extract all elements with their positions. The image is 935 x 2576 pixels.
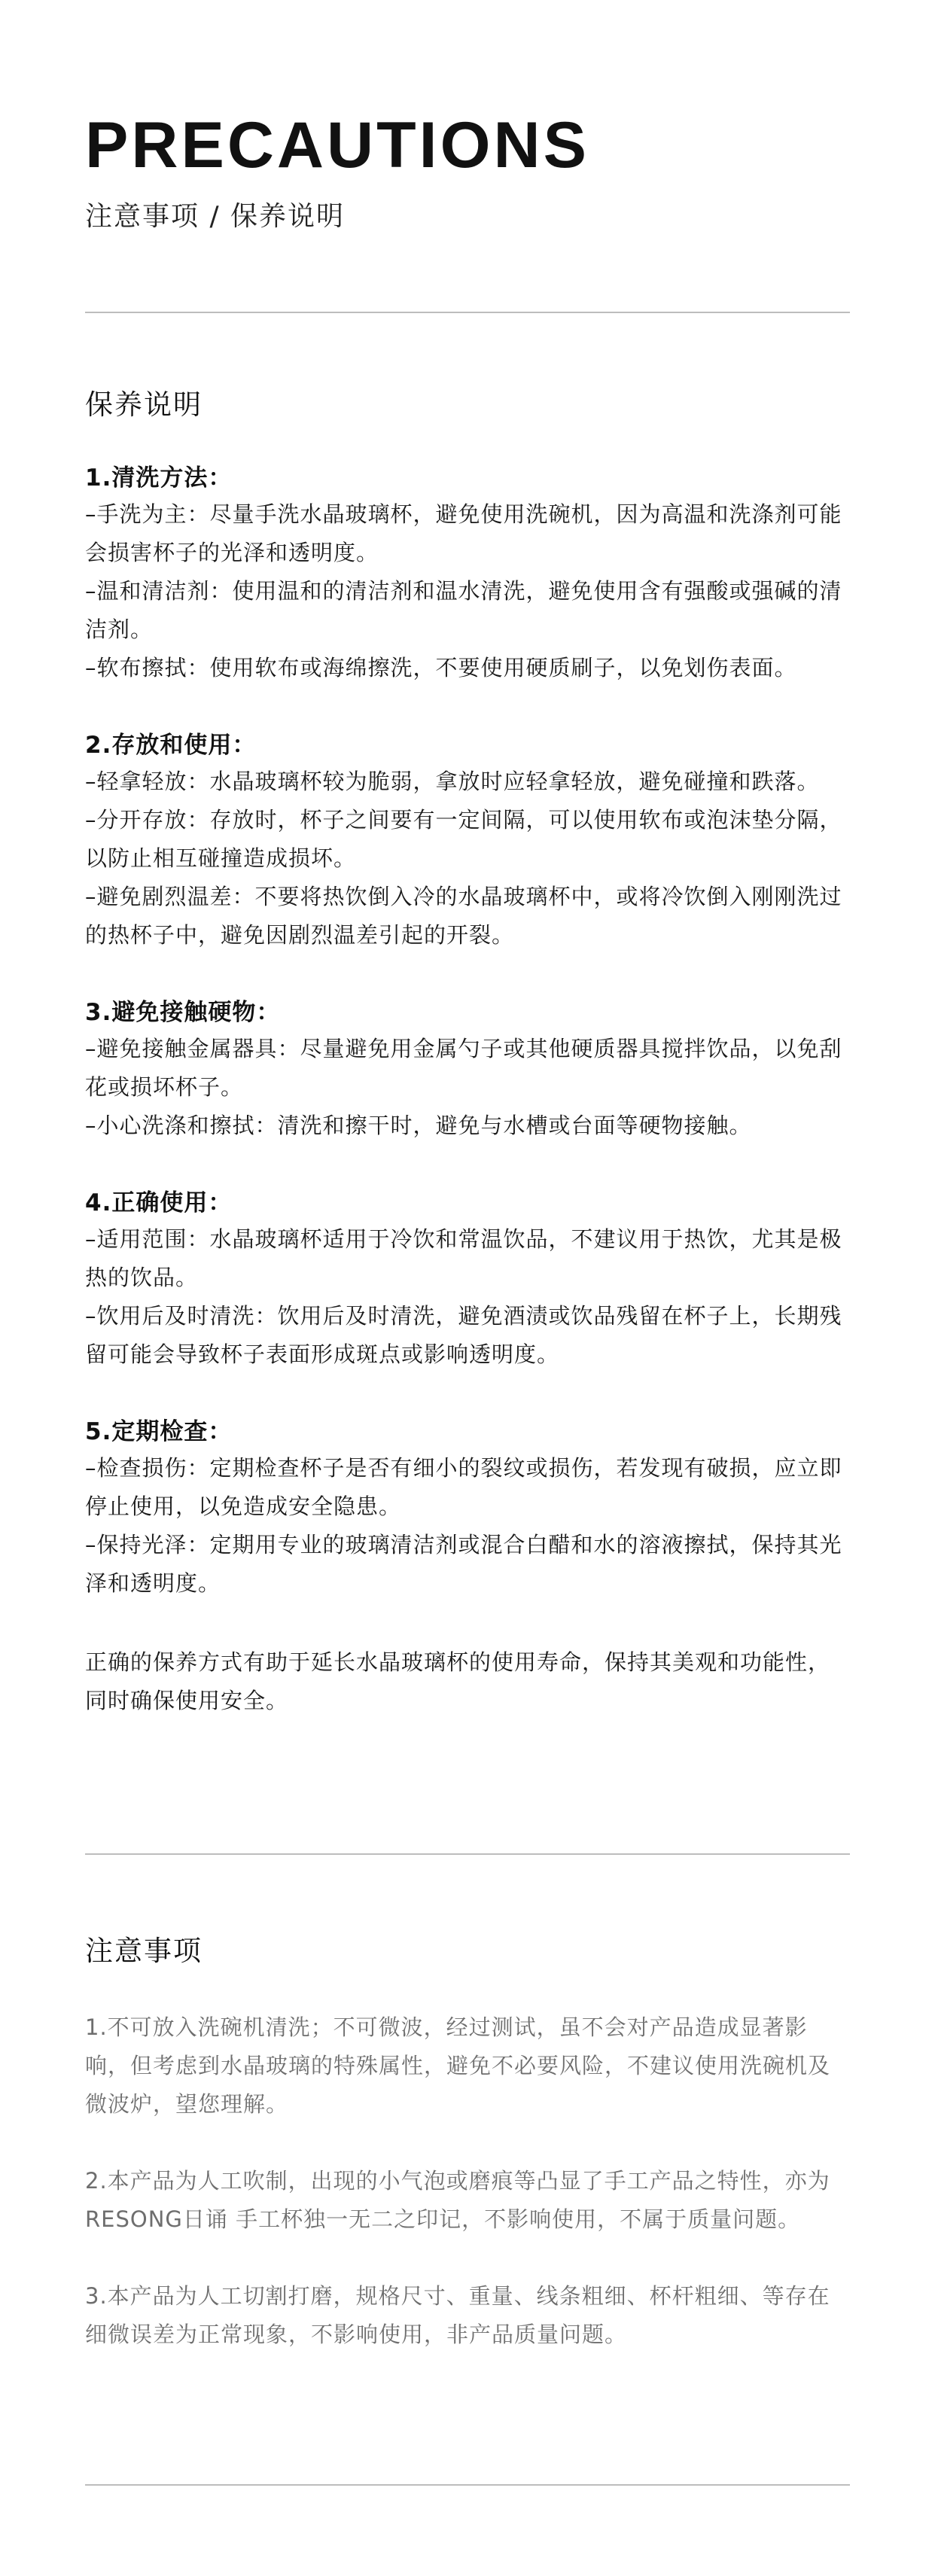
care-item-cleaning	[85, 461, 850, 687]
care-section-heading: 保养说明	[85, 388, 203, 421]
page-subtitle: 注意事项 / 保养说明	[85, 201, 346, 232]
care-line: –软布擦拭：使用软布或海绵擦洗，不要使用硬质刷子，以免划伤表面。	[85, 655, 797, 681]
care-line: –避免接触金属器具：尽量避免用金属勺子或其他硬质器具搅拌饮品，以免刮花或损坏杯子。	[85, 1036, 842, 1100]
note-item: 2.本产品为人工吹制，出现的小气泡或磨痕等凸显了手工产品之特性，亦为RESONG日诵 手工杯独一无二之印记，不影响使用，不属于质量问题。	[85, 2168, 830, 2232]
care-item-title: 5.定期检查：	[85, 1418, 233, 1445]
page-title: PRECAUTIONS	[85, 109, 589, 181]
care-section	[85, 461, 850, 1720]
divider-middle	[85, 1853, 850, 1855]
care-item-proper-use	[85, 1186, 850, 1374]
care-line: –检查损伤：定期检查杯子是否有细小的裂纹或损伤，若发现有破损，应立即停止使用，以免造成安全隐患。	[85, 1455, 842, 1519]
notes-section	[85, 2008, 850, 2392]
care-line: –避免剧烈温差：不要将热饮倒入冷的水晶玻璃杯中，或将冷饮倒入刚刚洗过的热杯子中，避免因剧烈温差引起的开裂。	[85, 884, 842, 948]
care-line: –手洗为主：尽量手洗水晶玻璃杯，避免使用洗碗机，因为高温和洗涤剂可能会损害杯子的光泽和透明度。	[85, 501, 842, 565]
care-item-title: 4.正确使用：	[85, 1189, 233, 1216]
care-item-avoid-hard-objects	[85, 995, 850, 1145]
care-item-title: 3.避免接触硬物：	[85, 999, 281, 1026]
notes-section-heading: 注意事项	[85, 1935, 203, 1967]
care-item-title: 2.存放和使用：	[85, 732, 257, 759]
care-item-title: 1.清洗方法：	[85, 464, 233, 492]
care-line: –适用范围：水晶玻璃杯适用于冷饮和常温饮品，不建议用于热饮，尤其是极热的饮品。	[85, 1226, 842, 1290]
divider-bottom	[85, 2484, 850, 2486]
note-item: 3.本产品为人工切割打磨，规格尺寸、重量、线条粗细、杯杆粗细、等存在细微误差为正常现象，不影响使用，非产品质量问题。	[85, 2283, 830, 2347]
care-line: –分开存放：存放时，杯子之间要有一定间隔，可以使用软布或泡沫垫分隔，以防止相互碰撞造成损坏。	[85, 807, 842, 871]
care-line: –温和清洁剂：使用温和的清洁剂和温水清洗，避免使用含有强酸或强碱的清洁剂。	[85, 578, 842, 642]
divider-top	[85, 312, 850, 313]
care-item-storage	[85, 728, 850, 955]
note-item: 1.不可放入洗碗机清洗；不可微波，经过测试，虽不会对产品造成显著影响，但考虑到水晶玻璃的特殊属性，避免不必要风险，不建议使用洗碗机及微波炉，望您理解。	[85, 2014, 831, 2117]
care-item-regular-inspection	[85, 1414, 850, 1603]
care-line: –饮用后及时清洗：饮用后及时清洗，避免酒渍或饮品残留在杯子上，长期残留可能会导致杯子表面形成斑点或影响透明度。	[85, 1303, 842, 1367]
care-summary: 正确的保养方式有助于延长水晶玻璃杯的使用寿命，保持其美观和功能性，同时确保使用安全。	[85, 1649, 831, 1713]
care-line: –轻拿轻放：水晶玻璃杯较为脆弱，拿放时应轻拿轻放，避免碰撞和跌落。	[85, 769, 820, 794]
care-line: –保持光泽：定期用专业的玻璃清洁剂或混合白醋和水的溶液擦拭，保持其光泽和透明度。	[85, 1532, 842, 1596]
care-line: –小心洗涤和擦拭：清洗和擦干时，避免与水槽或台面等硬物接触。	[85, 1113, 752, 1138]
